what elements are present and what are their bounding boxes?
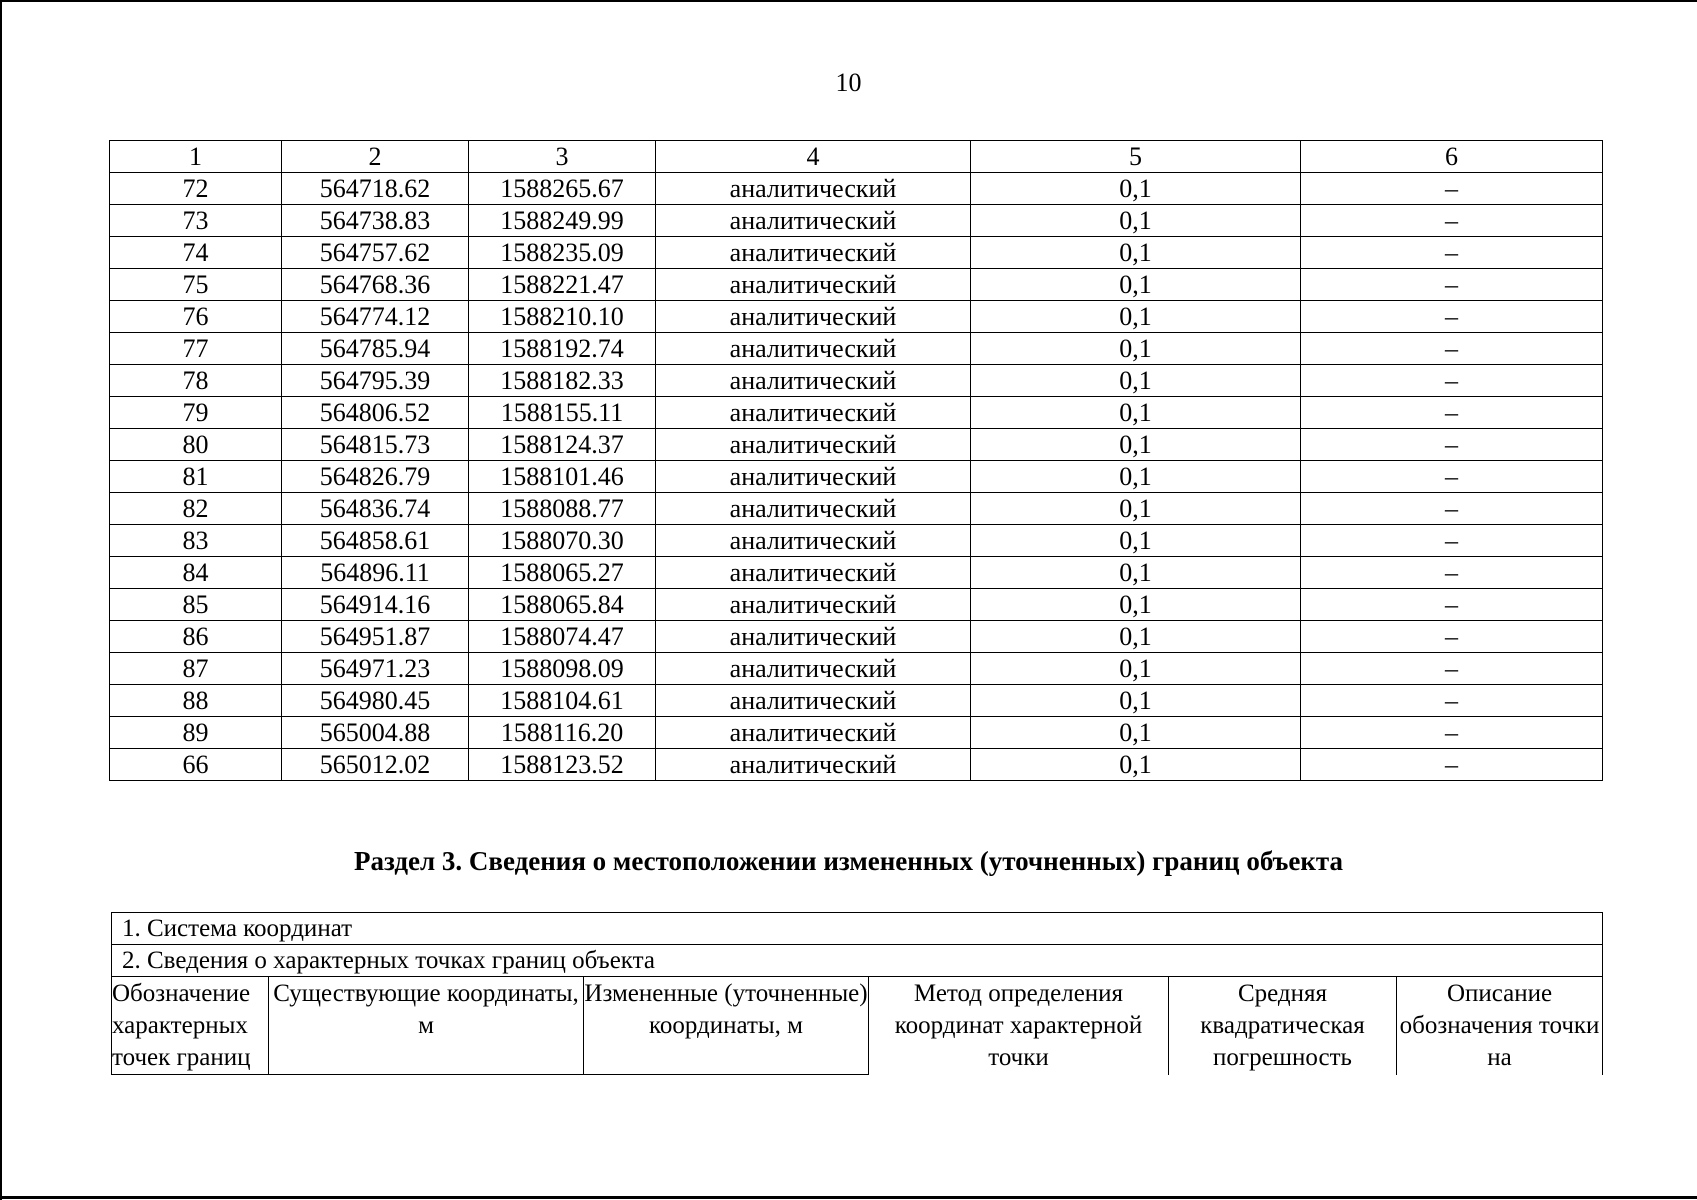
accuracy-cell: 0,1 bbox=[971, 589, 1301, 621]
table-row bbox=[110, 557, 1603, 589]
description-cell: – bbox=[1301, 557, 1603, 589]
accuracy-cell: 0,1 bbox=[971, 365, 1301, 397]
description-cell: – bbox=[1301, 493, 1603, 525]
y-coordinate-cell: 1588065.84 bbox=[469, 589, 656, 621]
y-coordinate-cell: 1588123.52 bbox=[469, 749, 656, 781]
accuracy-cell: 0,1 bbox=[971, 397, 1301, 429]
column-number: 3 bbox=[469, 141, 656, 173]
table-row bbox=[110, 493, 1603, 525]
column-number: 5 bbox=[971, 141, 1301, 173]
page-number: 10 bbox=[835, 68, 862, 97]
accuracy-cell: 0,1 bbox=[971, 333, 1301, 365]
points-info-row bbox=[112, 945, 1603, 977]
description-cell: – bbox=[1301, 749, 1603, 781]
point-number-cell: 78 bbox=[110, 365, 282, 397]
description-cell: – bbox=[1301, 397, 1603, 429]
point-number-cell: 83 bbox=[110, 525, 282, 557]
method-cell: аналитический bbox=[656, 493, 971, 525]
table-row bbox=[110, 621, 1603, 653]
column-header-existing-coords: Существующие координаты, м bbox=[269, 977, 584, 1075]
section-title: Раздел 3. Сведения о местоположении измененных (уточненных) границ объекта bbox=[353, 846, 1344, 876]
accuracy-cell: 0,1 bbox=[971, 301, 1301, 333]
accuracy-cell: 0,1 bbox=[971, 717, 1301, 749]
x-coordinate-cell: 564795.39 bbox=[282, 365, 469, 397]
description-cell: – bbox=[1301, 717, 1603, 749]
x-coordinate-cell: 564836.74 bbox=[282, 493, 469, 525]
description-cell: – bbox=[1301, 269, 1603, 301]
method-cell: аналитический bbox=[656, 301, 971, 333]
table-row bbox=[110, 525, 1603, 557]
point-number-cell: 72 bbox=[110, 173, 282, 205]
x-coordinate-cell: 564980.45 bbox=[282, 685, 469, 717]
table-row bbox=[110, 173, 1603, 205]
description-cell: – bbox=[1301, 205, 1603, 237]
accuracy-cell: 0,1 bbox=[971, 557, 1301, 589]
method-cell: аналитический bbox=[656, 333, 971, 365]
y-coordinate-cell: 1588265.67 bbox=[469, 173, 656, 205]
accuracy-cell: 0,1 bbox=[971, 173, 1301, 205]
method-cell: аналитический bbox=[656, 429, 971, 461]
point-number-cell: 75 bbox=[110, 269, 282, 301]
accuracy-cell: 0,1 bbox=[971, 205, 1301, 237]
y-coordinate-cell: 1588065.27 bbox=[469, 557, 656, 589]
method-cell: аналитический bbox=[656, 525, 971, 557]
y-coordinate-cell: 1588070.30 bbox=[469, 525, 656, 557]
column-header-changed-coords: Измененные (уточненные) координаты, м bbox=[584, 977, 869, 1075]
accuracy-cell: 0,1 bbox=[971, 429, 1301, 461]
method-cell: аналитический bbox=[656, 205, 971, 237]
y-coordinate-cell: 1588074.47 bbox=[469, 621, 656, 653]
column-number: 4 bbox=[656, 141, 971, 173]
point-number-cell: 74 bbox=[110, 237, 282, 269]
page-border-left bbox=[0, 0, 2, 1200]
coordinate-system-row bbox=[112, 913, 1603, 945]
description-cell: – bbox=[1301, 621, 1603, 653]
column-number: 1 bbox=[110, 141, 282, 173]
accuracy-cell: 0,1 bbox=[971, 237, 1301, 269]
point-number-cell: 86 bbox=[110, 621, 282, 653]
description-cell: – bbox=[1301, 301, 1603, 333]
accuracy-cell: 0,1 bbox=[971, 749, 1301, 781]
accuracy-cell: 0,1 bbox=[971, 653, 1301, 685]
x-coordinate-cell: 564815.73 bbox=[282, 429, 469, 461]
table-row bbox=[110, 269, 1603, 301]
point-number-cell: 79 bbox=[110, 397, 282, 429]
x-coordinate-cell: 565012.02 bbox=[282, 749, 469, 781]
point-number-cell: 82 bbox=[110, 493, 282, 525]
coordinates-table bbox=[109, 140, 1603, 781]
method-cell: аналитический bbox=[656, 589, 971, 621]
y-coordinate-cell: 1588124.37 bbox=[469, 429, 656, 461]
point-number-cell: 89 bbox=[110, 717, 282, 749]
accuracy-cell: 0,1 bbox=[971, 525, 1301, 557]
y-coordinate-cell: 1588249.99 bbox=[469, 205, 656, 237]
point-number-cell: 77 bbox=[110, 333, 282, 365]
y-coordinate-cell: 1588221.47 bbox=[469, 269, 656, 301]
point-number-cell: 88 bbox=[110, 685, 282, 717]
table-row bbox=[110, 461, 1603, 493]
column-header-rms-error: Средняя квадратическая погрешность bbox=[1169, 977, 1397, 1075]
x-coordinate-cell: 564858.61 bbox=[282, 525, 469, 557]
y-coordinate-cell: 1588210.10 bbox=[469, 301, 656, 333]
x-coordinate-cell: 565004.88 bbox=[282, 717, 469, 749]
x-coordinate-cell: 564774.12 bbox=[282, 301, 469, 333]
accuracy-cell: 0,1 bbox=[971, 685, 1301, 717]
point-number-cell: 87 bbox=[110, 653, 282, 685]
table-row bbox=[110, 397, 1603, 429]
y-coordinate-cell: 1588101.46 bbox=[469, 461, 656, 493]
table-header-row bbox=[110, 141, 1603, 173]
description-cell: – bbox=[1301, 333, 1603, 365]
x-coordinate-cell: 564914.16 bbox=[282, 589, 469, 621]
table-row bbox=[110, 429, 1603, 461]
y-coordinate-cell: 1588192.74 bbox=[469, 333, 656, 365]
x-coordinate-cell: 564971.23 bbox=[282, 653, 469, 685]
column-header-row bbox=[112, 977, 1603, 1075]
x-coordinate-cell: 564757.62 bbox=[282, 237, 469, 269]
x-coordinate-cell: 564896.11 bbox=[282, 557, 469, 589]
column-header-method: Метод определения координат характерной точки bbox=[869, 977, 1169, 1075]
x-coordinate-cell: 564768.36 bbox=[282, 269, 469, 301]
method-cell: аналитический bbox=[656, 685, 971, 717]
table-row bbox=[110, 365, 1603, 397]
x-coordinate-cell: 564718.62 bbox=[282, 173, 469, 205]
points-info-label: 2. Сведения о характерных точках границ объекта bbox=[112, 945, 1603, 977]
point-number-cell: 85 bbox=[110, 589, 282, 621]
section3-table bbox=[111, 912, 1603, 1075]
description-cell: – bbox=[1301, 429, 1603, 461]
description-cell: – bbox=[1301, 461, 1603, 493]
accuracy-cell: 0,1 bbox=[971, 461, 1301, 493]
table-row bbox=[110, 717, 1603, 749]
y-coordinate-cell: 1588104.61 bbox=[469, 685, 656, 717]
column-header-description: Описание обозначения точки на bbox=[1397, 977, 1603, 1075]
y-coordinate-cell: 1588088.77 bbox=[469, 493, 656, 525]
point-number-cell: 81 bbox=[110, 461, 282, 493]
description-cell: – bbox=[1301, 237, 1603, 269]
accuracy-cell: 0,1 bbox=[971, 621, 1301, 653]
point-number-cell: 84 bbox=[110, 557, 282, 589]
description-cell: – bbox=[1301, 685, 1603, 717]
x-coordinate-cell: 564785.94 bbox=[282, 333, 469, 365]
x-coordinate-cell: 564806.52 bbox=[282, 397, 469, 429]
description-cell: – bbox=[1301, 525, 1603, 557]
point-number-cell: 76 bbox=[110, 301, 282, 333]
method-cell: аналитический bbox=[656, 365, 971, 397]
method-cell: аналитический bbox=[656, 653, 971, 685]
coordinate-system-label: 1. Система координат bbox=[112, 913, 1603, 945]
y-coordinate-cell: 1588182.33 bbox=[469, 365, 656, 397]
column-header-point-designation: Обозначение характерных точек границ bbox=[112, 977, 269, 1075]
table-row bbox=[110, 237, 1603, 269]
coordinates-table-body bbox=[110, 141, 1603, 781]
page-border-top bbox=[0, 0, 1697, 2]
method-cell: аналитический bbox=[656, 621, 971, 653]
method-cell: аналитический bbox=[656, 173, 971, 205]
point-number-cell: 66 bbox=[110, 749, 282, 781]
point-number-cell: 73 bbox=[110, 205, 282, 237]
table-row bbox=[110, 685, 1603, 717]
description-cell: – bbox=[1301, 653, 1603, 685]
accuracy-cell: 0,1 bbox=[971, 269, 1301, 301]
method-cell: аналитический bbox=[656, 461, 971, 493]
y-coordinate-cell: 1588155.11 bbox=[469, 397, 656, 429]
table-row bbox=[110, 589, 1603, 621]
y-coordinate-cell: 1588098.09 bbox=[469, 653, 656, 685]
method-cell: аналитический bbox=[656, 557, 971, 589]
column-number: 6 bbox=[1301, 141, 1603, 173]
method-cell: аналитический bbox=[656, 749, 971, 781]
column-number: 2 bbox=[282, 141, 469, 173]
x-coordinate-cell: 564951.87 bbox=[282, 621, 469, 653]
table-row bbox=[110, 749, 1603, 781]
description-cell: – bbox=[1301, 589, 1603, 621]
method-cell: аналитический bbox=[656, 397, 971, 429]
table-row bbox=[110, 301, 1603, 333]
method-cell: аналитический bbox=[656, 269, 971, 301]
page-border-bottom bbox=[0, 1196, 1697, 1199]
x-coordinate-cell: 564826.79 bbox=[282, 461, 469, 493]
y-coordinate-cell: 1588235.09 bbox=[469, 237, 656, 269]
method-cell: аналитический bbox=[656, 237, 971, 269]
description-cell: – bbox=[1301, 365, 1603, 397]
table-row bbox=[110, 333, 1603, 365]
x-coordinate-cell: 564738.83 bbox=[282, 205, 469, 237]
table-row bbox=[110, 205, 1603, 237]
table-row bbox=[110, 653, 1603, 685]
method-cell: аналитический bbox=[656, 717, 971, 749]
point-number-cell: 80 bbox=[110, 429, 282, 461]
accuracy-cell: 0,1 bbox=[971, 493, 1301, 525]
description-cell: – bbox=[1301, 173, 1603, 205]
y-coordinate-cell: 1588116.20 bbox=[469, 717, 656, 749]
